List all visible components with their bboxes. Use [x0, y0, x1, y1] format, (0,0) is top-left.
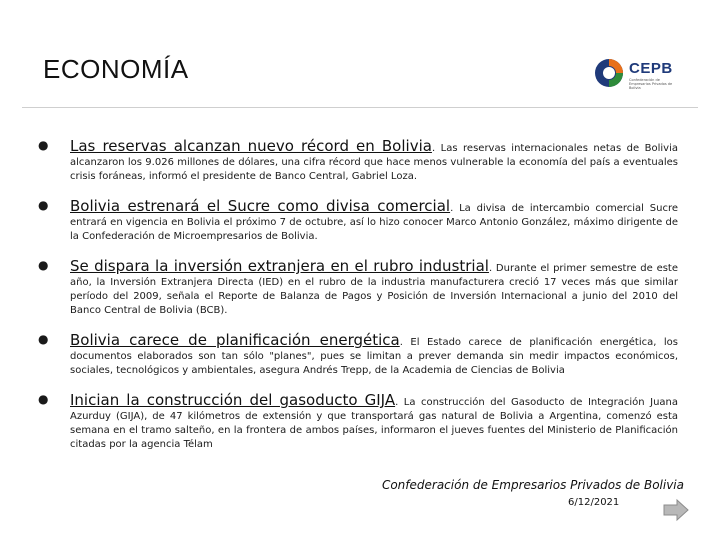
news-item: ● Bolivia carece de planificación energética. El Estado carece de planificación energética, los documentos elaborados son tan sólo "planes", pues se limitan a prever demanda sin medir impactos económicos, sociales, tecnológicos y ambientales, asegura Andrés Trepp, de la Academia de Ciencias de Bolivia [38, 331, 679, 376]
news-item: ● Inician la construcción del gasoducto GIJA. La construcción del Gasoducto de Integración Juana Azurduy (GIJA), de 47 kilómetros de extensión y que transportará gas natural de Bolivia a Argentina, comenzó esta semana en el tramo salteño, en la frontera de ambos países, informaron el jueves fuentes del Ministerio de Planificación citadas por la agencia Télam [38, 391, 679, 450]
footer-date: 6/12/2021 [568, 497, 620, 508]
news-body: El Estado carece de planificación energética, los documentos elaborados son tan sólo "planes", pues se limitan a prever demanda sin medir impactos económicos, sociales, tecnológicos y ambientales, asegura Andrés Trepp, de la Academia de Ciencias de Bolivia [70, 337, 679, 376]
logo-subtext: Confederación de Empresarios Privados de Bolivia [629, 78, 673, 90]
bullet-icon: ● [38, 332, 49, 346]
news-headline-link[interactable]: Las reservas alcanzan nuevo récord en Bolivia [70, 137, 432, 155]
footer-organization: Confederación de Empresarios Privados de Bolivia [381, 478, 684, 492]
next-slide-arrow-icon[interactable] [662, 498, 690, 522]
news-headline-link[interactable]: Se dispara la inversión extranjera en el rubro industrial [70, 257, 489, 275]
news-body: La construcción del Gasoducto de Integración Juana Azurduy (GIJA), de 47 kilómetros de extensión y que transportará gas natural de Bolivia a Argentina, comenzó esta semana en el tramo salteño, en la frontera de ambos países, informaron el jueves fuentes del Ministerio de Planificación citadas por la agencia Télam [70, 397, 679, 450]
slide-title: ECONOMÍA [43, 54, 189, 84]
news-headline-link[interactable]: Bolivia carece de planificación energética [70, 331, 400, 349]
news-body: Durante el primer semestre de este año, la Inversión Extranjera Directa (IED) en el rubro de la industria manufacturera creció 17 veces más que similar período del 2009, señala el Reporte de Balanza de Pagos y Posición de Inversión Internacional a junio del 2010 del Banco Central de Bolivia (BCB). [70, 263, 679, 316]
bullet-icon: ● [38, 138, 49, 152]
news-list [38, 136, 678, 464]
news-item: ● Las reservas alcanzan nuevo récord en Bolivia. Las reservas internacionales netas de Bolivia alcanzaron los 9.026 millones de dólares, una cifra récord que hace menos vulnerable la economía del país a eventuales crisis foráneas, informó el presidente de Banco Central, Gabriel Loza. [38, 137, 679, 182]
bullet-icon: ● [38, 258, 49, 272]
news-headline-link[interactable]: Bolivia estrenará el Sucre como divisa comercial [70, 197, 451, 215]
news-body: Las reservas internacionales netas de Bolivia alcanzaron los 9.026 millones de dólares, una cifra récord que hace menos vulnerable la economía del país a eventuales crisis foráneas, informó el presidente de Banco Central, Gabriel Loza. [70, 143, 679, 182]
news-item: ● Se dispara la inversión extranjera en el rubro industrial. Durante el primer semestre de este año, la Inversión Extranjera Directa (IED) en el rubro de la industria manufacturera creció 17 veces más que similar período del 2009, señala el Reporte de Balanza de Pagos y Posición de Inversión Internacional a junio del 2010 del Banco Central de Bolivia (BCB). [38, 257, 679, 316]
news-body: La divisa de intercambio comercial Sucre entrará en vigencia en Bolivia el próximo 7 de octubre, así lo hizo conocer Marco Antonio González, máximo dirigente de la Confederación de Microempresarios de Bolivia. [70, 203, 679, 242]
news-headline-link[interactable]: Inician la construcción del gasoducto GIJA [70, 391, 396, 409]
news-item: ● Bolivia estrenará el Sucre como divisa comercial. La divisa de intercambio comercial Sucre entrará en vigencia en Bolivia el próximo 7 de octubre, así lo hizo conocer Marco Antonio González, máximo dirigente de la Confederación de Microempresarios de Bolivia. [38, 197, 679, 242]
bullet-icon: ● [38, 392, 49, 406]
cepb-logo [592, 56, 682, 92]
bullet-icon: ● [38, 198, 49, 212]
cepb-emblem-icon [592, 56, 626, 90]
logo-text: CEPB [629, 60, 673, 77]
title-divider [22, 107, 698, 108]
